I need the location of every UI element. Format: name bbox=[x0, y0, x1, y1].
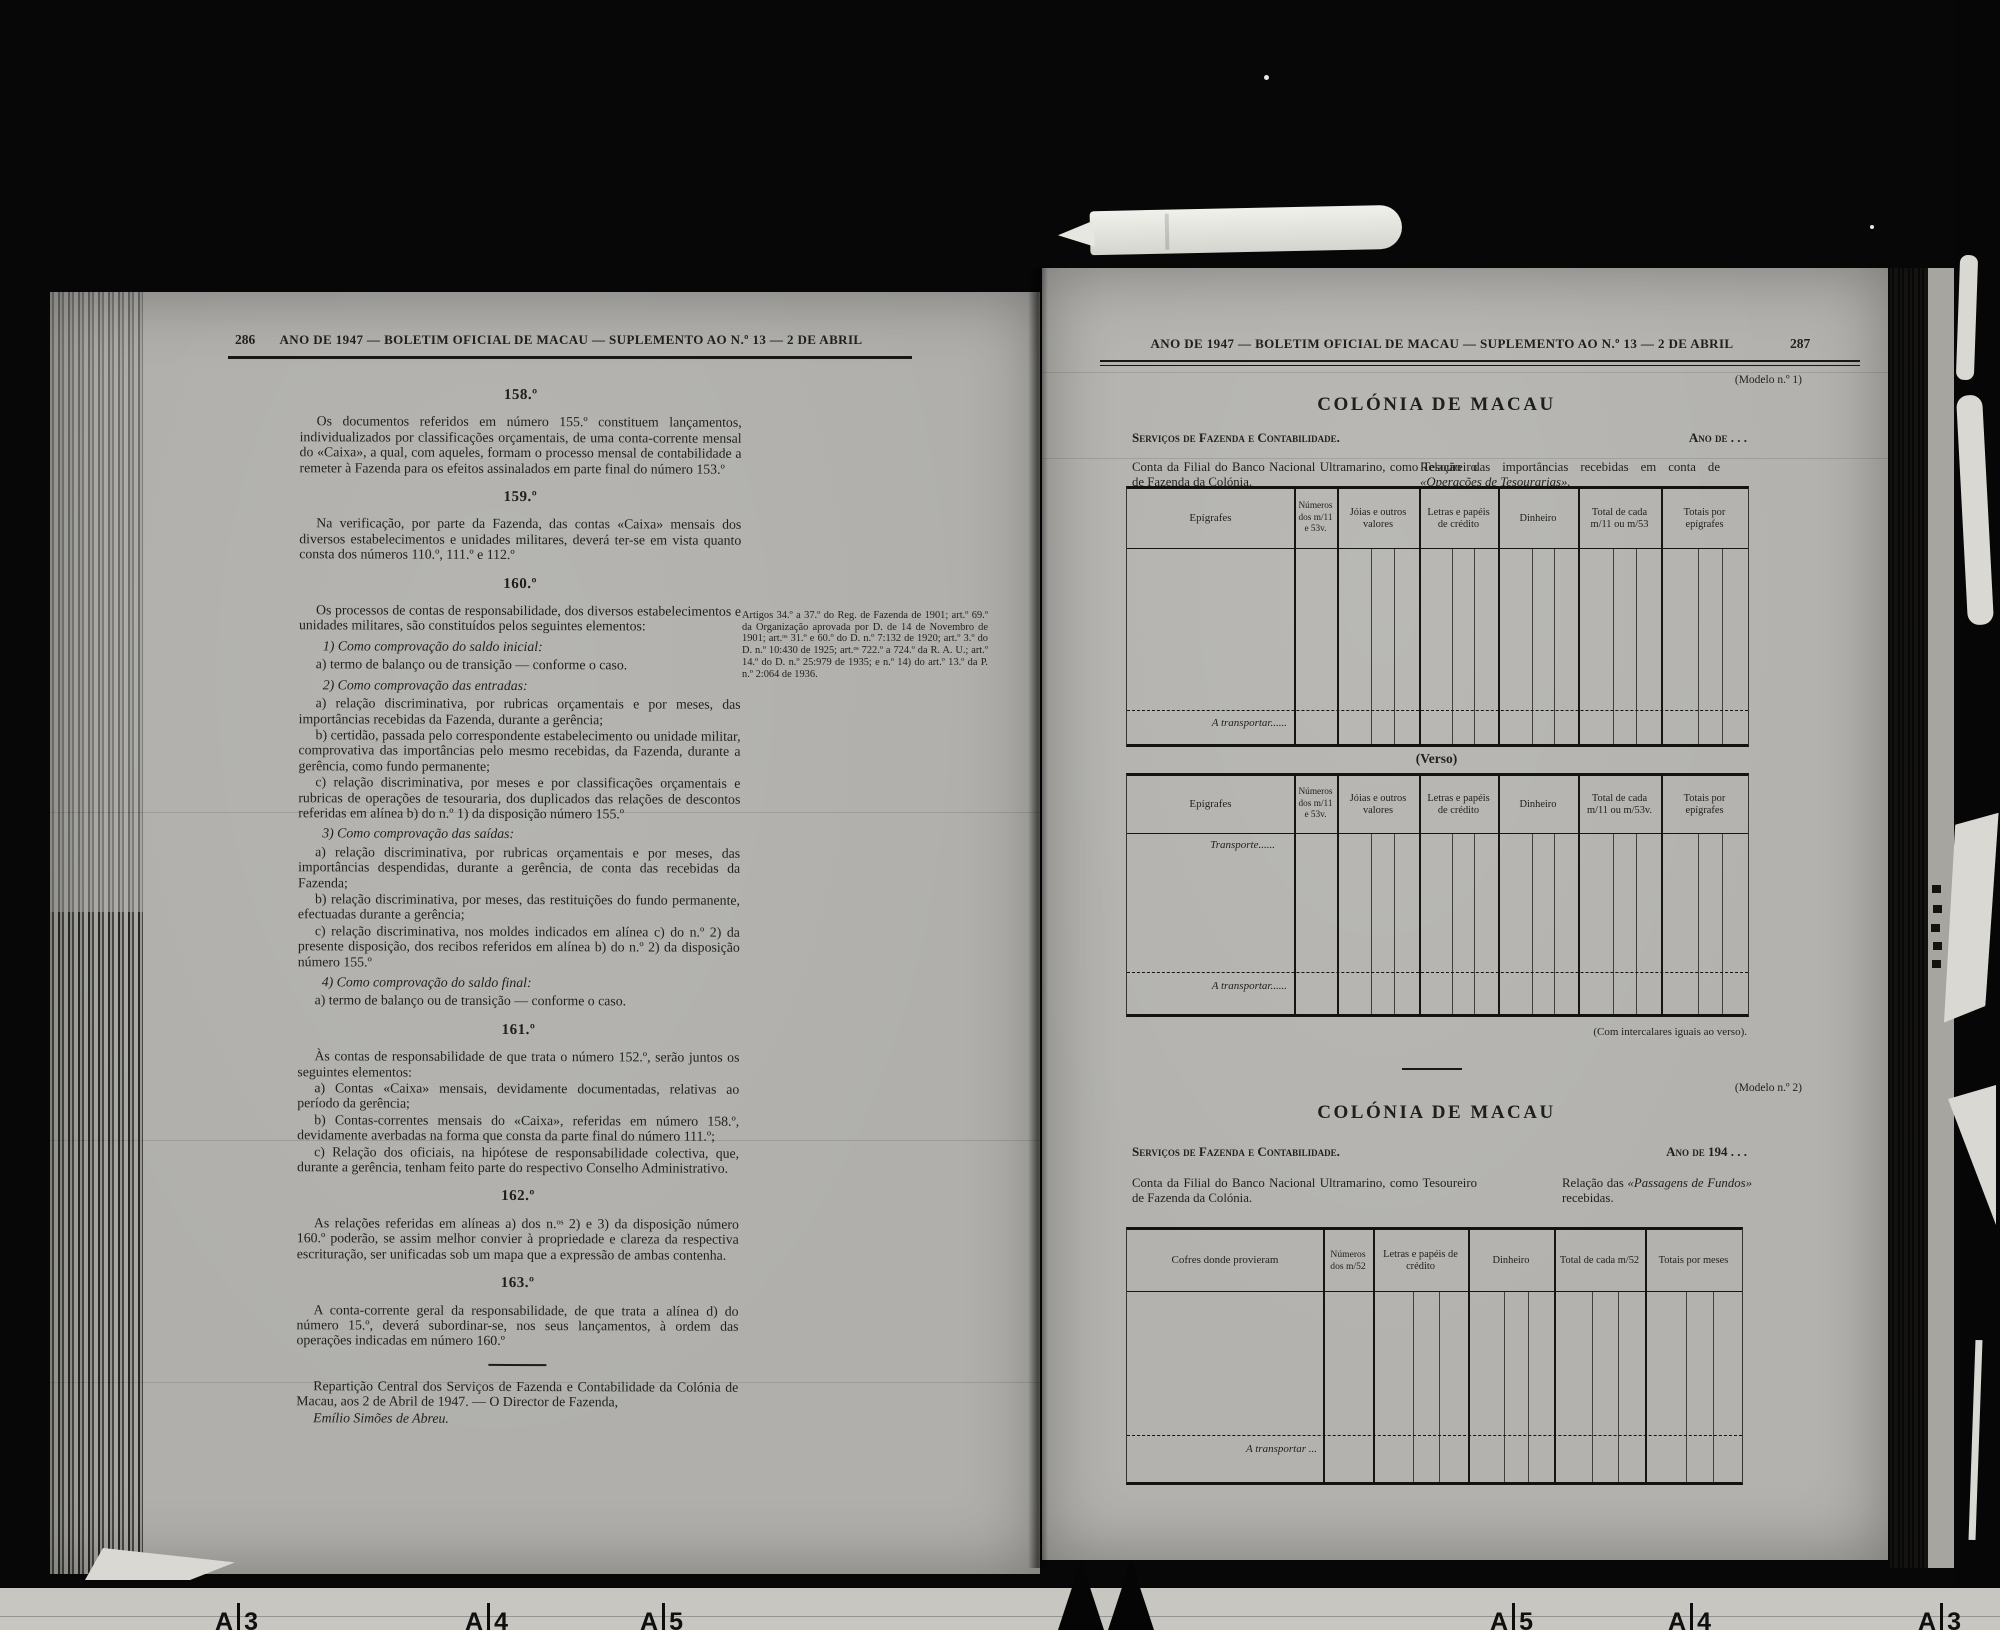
column-rule bbox=[1419, 776, 1421, 1014]
model1-title: COLÓNIA DE MACAU bbox=[1317, 394, 1556, 415]
col-header-text: Dinheiro bbox=[1492, 1254, 1530, 1266]
subcolumn-rule bbox=[1636, 548, 1637, 744]
col-header-total bbox=[1554, 1230, 1645, 1291]
intercalares-note: (Com intercalares iguais ao verso). bbox=[1593, 1026, 1747, 1038]
paragraph: Os documentos referidos em número 155.º constituem lançamentos, individualizados por classificações orçamentais, de uma conta-corrente mensal do «Caixa», a qual, com aqueles, formam o processo mensal de contabilidade a remeter à Fazenda para os efeitos assinalados em parte final do número 153.º bbox=[299, 413, 742, 477]
column-rule bbox=[1578, 776, 1580, 1014]
column-rule bbox=[1323, 1230, 1325, 1482]
col-header-cofres bbox=[1127, 1230, 1323, 1291]
model1-intro-right-italic: «Operações de Tesourarias». bbox=[1420, 475, 1571, 489]
film-speck bbox=[1870, 225, 1874, 229]
subcolumn-rule bbox=[1554, 833, 1555, 1014]
col-header-text: Números dos m/11 e 53v. bbox=[1298, 501, 1333, 535]
model1-intro-right-text: Relação das importâncias recebidas em conta de bbox=[1420, 460, 1720, 474]
column-rule bbox=[1337, 489, 1339, 744]
subcolumn-rule bbox=[1713, 1291, 1714, 1482]
ruler-letter: A bbox=[640, 1608, 659, 1630]
ruler-tick bbox=[1940, 1603, 1943, 1630]
subcolumn-rule bbox=[1452, 548, 1453, 744]
col-header-text: Epígrafes bbox=[1189, 797, 1232, 810]
subcolumn-rule bbox=[1532, 833, 1533, 1014]
section-heading-159: 159.º bbox=[503, 488, 538, 506]
pen-seam bbox=[1165, 213, 1170, 250]
list-item: a) relação discriminativa, por rubricas orçamentais e por meses, das importâncias despendidas, durante a gerência, de conta das recebidas da Fazenda; bbox=[298, 844, 741, 890]
section-heading-162: 162.º bbox=[501, 1188, 535, 1205]
ruler-tick bbox=[237, 1603, 240, 1630]
left-page bbox=[50, 292, 1040, 1574]
right-page bbox=[1042, 268, 1888, 1560]
col-header-text: Totais por epígrafes bbox=[1683, 506, 1726, 530]
col-header-text: Jóias e outros valores bbox=[1349, 792, 1407, 816]
col-header-numeros bbox=[1294, 776, 1337, 833]
col-header-dinheiro bbox=[1498, 776, 1578, 833]
closing-paragraph: Repartição Central dos Serviços de Fazenda e Contabilidade da Colónia de Macau, aos 2 de Abril de 1947. — O Director de Fazenda, bbox=[296, 1378, 739, 1410]
left-text-column bbox=[296, 373, 742, 1427]
list-item: c) relação discriminativa, por meses e por classificações orçamentais e rubricas de operações de tesouraria, dos duplicados das relações de descontos referidas em alínea b) do n.º 1) da disposição número 155.º bbox=[298, 774, 741, 822]
subcolumn-rule bbox=[1371, 833, 1372, 1014]
ruler-tick bbox=[1512, 1603, 1515, 1630]
model2-department: Serviços de Fazenda e Contabilidade. bbox=[1132, 1144, 1340, 1159]
paragraph: Na verificação, por parte da Fazenda, das contas «Caixa» mensais dos diversos estabelecimentos e unidades militares, deverá ter-se em vista quanto consta dos números 110.º, 111.º e 112.º bbox=[299, 515, 742, 563]
ruler-letter: A bbox=[465, 1608, 484, 1630]
ruler-digit: 3 bbox=[244, 1608, 258, 1630]
verso-label: (Verso) bbox=[1415, 751, 1458, 766]
ruler-tick bbox=[487, 1603, 490, 1630]
col-header-joias bbox=[1337, 489, 1419, 548]
subcolumn-rule bbox=[1613, 833, 1614, 1014]
col-header-text: Dinheiro bbox=[1519, 512, 1557, 524]
left-page-number: 286 bbox=[235, 332, 256, 347]
paragraph: Os processos de contas de responsabilidade, dos diversos estabelecimentos e unidades militares, são constituídos pelos seguintes elementos: bbox=[298, 602, 742, 634]
subcolumn-rule bbox=[1474, 833, 1475, 1014]
subcolumn-rule bbox=[1452, 833, 1453, 1014]
gutter-shadow bbox=[1028, 268, 1048, 1568]
pen-artifact bbox=[1090, 205, 1403, 256]
col-header-text: Total de cada m/11 ou m/53 bbox=[1590, 506, 1649, 530]
section-divider bbox=[488, 1364, 546, 1366]
subcolumn-rule bbox=[1394, 548, 1395, 744]
col-header-text: Epígrafes bbox=[1189, 511, 1232, 524]
ruler-letter: A bbox=[215, 1608, 234, 1630]
bleed-through-mark bbox=[1933, 905, 1942, 913]
list-item: a) Contas «Caixa» mensais, devidamente documentadas, relativas ao período da gerência; bbox=[297, 1080, 740, 1112]
list-item: 3) Como comprovação das saídas: bbox=[322, 825, 515, 842]
subcolumn-rule bbox=[1554, 548, 1555, 744]
ruler-label bbox=[640, 1603, 683, 1630]
ruler-digit: 4 bbox=[1697, 1608, 1711, 1630]
subcolumn-rule bbox=[1439, 1291, 1440, 1482]
model1-year: Ano de . . . bbox=[1688, 430, 1747, 445]
paragraph: As relações referidas em alíneas a) dos n.ᵒˢ 2) e 3) da disposição número 160.º poderão, se assim melhor convier à propriedade e clareza da respectiva escrituração, ser unificadas sob um mapa que a expressão de ambas contenha. bbox=[296, 1215, 739, 1263]
list-item: c) relação discriminativa, nos moldes indicados em alínea c) do n.º 2) da presente disposição, dos recibos referidos em alínea b) do n.º 2) da disposição número 155.º bbox=[297, 923, 740, 970]
recto-footer: A transportar...... bbox=[1211, 717, 1287, 729]
model2-intro-right bbox=[1562, 1176, 1752, 1206]
subcolumn-rule bbox=[1413, 1291, 1414, 1482]
col-header-letras bbox=[1373, 1230, 1468, 1291]
list-item: b) certidão, passada pelo correspondente estabelecimento ou unidade militar, comprovativa das importâncias pelo mesmo recebidas, da Fazenda, durante a gerência, como fundo permanente; bbox=[298, 727, 741, 774]
bleed-through-mark bbox=[1933, 942, 1942, 950]
col-header-totais bbox=[1661, 489, 1748, 548]
col-header-joias bbox=[1337, 776, 1419, 833]
list-item: a) termo de balanço ou de transição — conforme o caso. bbox=[315, 656, 628, 673]
col-header-letras bbox=[1419, 776, 1498, 833]
paragraph: A conta-corrente geral da responsabilidade, de que trata a alínea d) do número 15.º, deverá subordinar-se, nos seus lançamentos, à ordem das operações indicadas em número 160.º bbox=[296, 1301, 739, 1349]
header-separator bbox=[1127, 833, 1748, 834]
scan-artifact-line bbox=[50, 1382, 1040, 1383]
subcolumn-rule bbox=[1504, 1291, 1505, 1482]
column-rule bbox=[1337, 776, 1339, 1014]
column-rule bbox=[1645, 1230, 1647, 1482]
col-header-dinheiro bbox=[1468, 1230, 1554, 1291]
column-rule bbox=[1498, 776, 1500, 1014]
ruler-digit: 4 bbox=[494, 1608, 508, 1630]
model2-intro-left: Conta da Filial do Banco Nacional Ultramarino, como Tesoureiro de Fazenda da Colónia. bbox=[1132, 1176, 1477, 1205]
bleed-through-mark bbox=[1931, 924, 1940, 932]
column-rule bbox=[1498, 489, 1500, 744]
section-heading-161: 161.º bbox=[501, 1021, 536, 1038]
subcolumn-rule bbox=[1394, 833, 1395, 1014]
list-item: a) termo de balanço ou de transição — conforme o caso. bbox=[314, 992, 627, 1009]
col-header-totais bbox=[1645, 1230, 1742, 1291]
model1-recto-table bbox=[1126, 486, 1749, 747]
list-item: a) relação discriminativa, por rubricas orçamentais e por meses, das importâncias recebidas da Fazenda, durante a gerência; bbox=[298, 695, 741, 727]
ruler-label bbox=[1490, 1603, 1533, 1630]
col-header-text: Letras e papéis de crédito bbox=[1383, 1248, 1458, 1272]
subcolumn-rule bbox=[1636, 833, 1637, 1014]
film-ruler-strip bbox=[0, 1588, 2000, 1630]
film-index-triangle bbox=[1058, 1560, 1104, 1630]
column-rule bbox=[1661, 489, 1663, 744]
section-heading-158: 158.º bbox=[503, 386, 538, 404]
ruler-label bbox=[215, 1603, 258, 1630]
column-rule bbox=[1554, 1230, 1556, 1482]
right-running-head: ANO DE 1947 — BOLETIM OFICIAL DE MACAU — SUPLEMENTO AO N.º 13 — 2 DE ABRIL bbox=[1150, 336, 1734, 351]
pen-tip bbox=[1057, 221, 1095, 249]
col-header-text: Letras e papéis de crédito bbox=[1427, 506, 1490, 530]
ruler-digit: 5 bbox=[1519, 1608, 1533, 1630]
bleed-through-mark bbox=[1932, 960, 1941, 968]
column-rule bbox=[1661, 776, 1663, 1014]
column-rule bbox=[1373, 1230, 1375, 1482]
subcolumn-rule bbox=[1371, 548, 1372, 744]
model2-footer: A transportar ... bbox=[1245, 1443, 1317, 1455]
subcolumn-rule bbox=[1698, 548, 1699, 744]
col-header-text: Totais por epígrafes bbox=[1683, 792, 1726, 816]
model2-table bbox=[1126, 1227, 1743, 1485]
film-index-triangle bbox=[1108, 1560, 1154, 1630]
col-header-text: Totais por meses bbox=[1658, 1254, 1729, 1266]
carry-forward-dash bbox=[1127, 710, 1748, 711]
carry-forward-dash bbox=[1127, 972, 1748, 973]
model2-intro-right-text: Relação das bbox=[1562, 1176, 1628, 1190]
col-header-text: Total de cada m/11 ou m/53v. bbox=[1586, 792, 1653, 816]
header-separator bbox=[1127, 548, 1748, 549]
section-heading-163: 163.º bbox=[500, 1275, 535, 1292]
model1-department: Serviços de Fazenda e Contabilidade. bbox=[1132, 430, 1340, 445]
bleed-through-mark bbox=[1932, 885, 1941, 893]
col-header-letras bbox=[1419, 489, 1498, 548]
column-rule bbox=[1419, 489, 1421, 744]
ruler-digit: 3 bbox=[1947, 1608, 1961, 1630]
book-edge-streaks-top bbox=[48, 292, 143, 912]
list-item: 2) Como comprovação das entradas: bbox=[322, 677, 528, 693]
col-header-text: Números dos m/52 bbox=[1330, 1248, 1366, 1272]
list-item: b) relação discriminativa, por meses, das restituições do fundo permanente, efectuadas durante a gerência; bbox=[297, 891, 741, 923]
subcolumn-rule bbox=[1618, 1291, 1619, 1482]
column-rule bbox=[1578, 489, 1580, 744]
col-header-epigrafes bbox=[1127, 776, 1294, 833]
transporte-row-label: Transporte...... bbox=[1210, 839, 1275, 851]
verso-footer: A transportar...... bbox=[1211, 980, 1287, 992]
subcolumn-rule bbox=[1474, 548, 1475, 744]
left-running-head: ANO DE 1947 — BOLETIM OFICIAL DE MACAU — SUPLEMENTO AO N.º 13 — 2 DE ABRIL bbox=[279, 332, 863, 347]
section-heading-160: 160.º bbox=[503, 575, 537, 592]
ruler-digit: 5 bbox=[669, 1608, 683, 1630]
col-header-text: Cofres donde provieram bbox=[1171, 1253, 1279, 1266]
subcolumn-rule bbox=[1528, 1291, 1529, 1482]
model2-intro-right-suffix: recebidas. bbox=[1562, 1191, 1614, 1205]
subcolumn-rule bbox=[1532, 548, 1533, 744]
col-header-text: Números dos m/11 e 53v. bbox=[1298, 787, 1333, 821]
col-header-text: Dinheiro bbox=[1519, 798, 1557, 810]
ruler-label bbox=[465, 1603, 508, 1630]
ruler-letter: A bbox=[1918, 1608, 1937, 1630]
model2-title: COLÓNIA DE MACAU bbox=[1317, 1102, 1556, 1123]
left-head-rule bbox=[228, 356, 912, 359]
model1-verso-table bbox=[1126, 773, 1749, 1017]
header-separator bbox=[1127, 1291, 1742, 1292]
col-header-text: Letras e papéis de crédito bbox=[1427, 792, 1490, 816]
film-speck bbox=[1264, 75, 1269, 80]
list-item: c) Relação dos oficiais, na hipótese de responsabilidade colectiva, que, durante a gerência, tenham feito parte do respectivo Conselho Administrativo. bbox=[297, 1143, 740, 1176]
subcolumn-rule bbox=[1592, 1291, 1593, 1482]
right-page-number: 287 bbox=[1790, 336, 1811, 351]
model2-intro-right-italic: «Passagens de Fundos» bbox=[1627, 1176, 1752, 1190]
carry-forward-dash bbox=[1127, 1435, 1742, 1436]
subcolumn-rule bbox=[1722, 548, 1723, 744]
list-item: 4) Como comprovação do saldo final: bbox=[321, 974, 532, 991]
right-head-rule-2 bbox=[1100, 365, 1860, 366]
col-header-numeros bbox=[1323, 1230, 1373, 1291]
col-header-numeros bbox=[1294, 489, 1337, 548]
subcolumn-rule bbox=[1686, 1291, 1687, 1482]
col-header-text: Jóias e outros valores bbox=[1349, 506, 1407, 530]
ruler-letter: A bbox=[1490, 1608, 1509, 1630]
book-edge-streaks-bottom bbox=[48, 912, 143, 1574]
scan-artifact-line bbox=[1042, 372, 1888, 373]
ruler-label bbox=[1668, 1603, 1711, 1630]
col-header-total bbox=[1578, 489, 1661, 548]
subcolumn-rule bbox=[1698, 833, 1699, 1014]
scan-artifact-line bbox=[50, 812, 1040, 813]
margin-note: Artigos 34.º a 37.º do Reg. de Fazenda de 1901; art.º 69.º da Organização aprovada por D. de 14 de Novembro de 1901; art.ᵒˢ 31.º e 60.º do D. n.º 7:132 de 1920; art.º 3.º do D. n.º 10:430 de 1925; art.ᵒˢ 722.º a 724.º da R. A. U.; art.º 14.º do D. n.º 25:979 de 1935; e n.º 14) do art.º 13.º da P. n.º 2:064 de 1936. bbox=[742, 610, 988, 680]
model1-intro-left: Conta da Filial do Banco Nacional Ultramarino, como Tesoureiro de Fazenda da Colónia. bbox=[1132, 460, 1477, 489]
list-item: b) Contas-correntes mensais do «Caixa», referidas em número 158.º, devidamente averbadas na forma que consta da parte final do número 111.º; bbox=[297, 1112, 740, 1144]
ruler-tick bbox=[662, 1603, 665, 1630]
col-header-total bbox=[1578, 776, 1661, 833]
column-rule bbox=[1294, 489, 1296, 744]
col-header-totais bbox=[1661, 776, 1748, 833]
models-divider bbox=[1402, 1068, 1462, 1070]
col-header-dinheiro bbox=[1498, 489, 1578, 548]
model2-year: Ano de 194 . . . bbox=[1666, 1144, 1747, 1159]
col-header-text: Total de cada m/52 bbox=[1559, 1254, 1640, 1266]
ruler-tick bbox=[1690, 1603, 1693, 1630]
ruler-letter: A bbox=[1668, 1608, 1687, 1630]
paragraph: Às contas de responsabilidade de que trata o número 152.º, serão juntos os seguintes elementos: bbox=[297, 1048, 740, 1080]
model1-label: (Modelo n.º 1) bbox=[1734, 374, 1802, 386]
subcolumn-rule bbox=[1722, 833, 1723, 1014]
col-header-epigrafes bbox=[1127, 489, 1294, 548]
right-head-rule-1 bbox=[1100, 360, 1860, 362]
column-rule bbox=[1468, 1230, 1470, 1482]
column-rule bbox=[1294, 776, 1296, 1014]
scan-artifact-line bbox=[1042, 458, 1888, 459]
ruler-label bbox=[1918, 1603, 1961, 1630]
scan-artifact-line bbox=[50, 1140, 1040, 1141]
signature: Emílio Simões de Abreu. bbox=[313, 1409, 449, 1426]
subcolumn-rule bbox=[1613, 548, 1614, 744]
list-item: 1) Como comprovação do saldo inicial: bbox=[322, 638, 543, 654]
model2-label: (Modelo n.º 2) bbox=[1734, 1082, 1802, 1094]
right-edge-streaks bbox=[1888, 268, 1928, 1568]
